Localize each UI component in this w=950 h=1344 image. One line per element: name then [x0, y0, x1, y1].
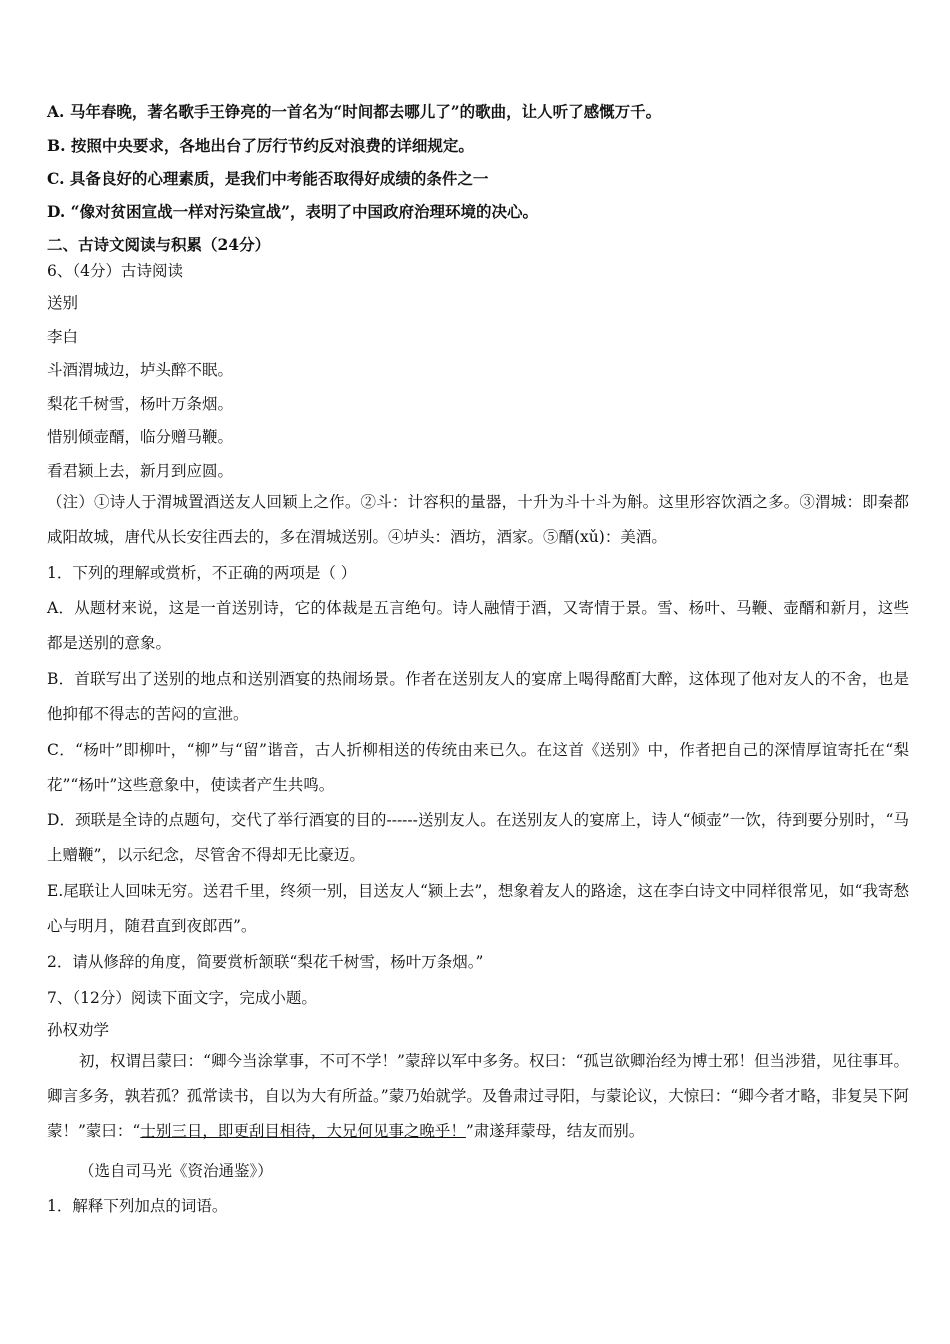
passage-text-end: ”肃遂拜蒙母，结友而别。 [465, 1122, 645, 1140]
passage-title: 孙权劝学 [47, 1021, 110, 1039]
poem-line: 惜别倾壶醑，临分赠马鞭。 [47, 428, 234, 446]
q5-option-c: C. 具备良好的心理素质，是我们中考能否取得好成绩的条件之一 [47, 169, 489, 188]
q5-option-a: A. 马年春晚，著名歌手王铮亮的一首名为“时间都去哪儿了”的歌曲，让人听了感慨万千。 [47, 102, 662, 121]
choice-e: E.尾联让人回味无穷。送君千里，终须一别，目送友人“颍上去”，想象着友人的路途，这在李白诗文中同样很常见，如“我寄愁心与明月，随君直到夜郎西”。 [47, 882, 909, 935]
q5-option-b: B. 按照中央要求，各地出台了厉行节约反对浪费的详细规定。 [47, 136, 474, 155]
passage-text-start: 初，权谓吕蒙曰：“卿今当涂掌事，不可不学！”蒙辞以军中多务。权曰：“孤岂欲卿治经为博士邪！但当涉猎，见往事耳。卿言多务，孰若孤？孤常读书，自以为大有所益。”蒙乃始就学。及鲁肃过寻阳，与蒙论议，大惊曰：“卿今者才略，非复吴下阿蒙！”蒙曰：“ [47, 1052, 909, 1140]
q6-sub2: 2．请从修辞的角度，简要赏析颔联“梨花千树雪，杨叶万条烟。” [47, 953, 484, 971]
choice-b: B．首联写出了送别的地点和送别酒宴的热闹场景。作者在送别友人的宴席上喝得酩酊大醉，这体现了他对友人的不舍，也是他抑郁不得志的苦闷的宣泄。 [47, 670, 909, 723]
q6-header: 6、（4分）古诗阅读 [47, 262, 183, 280]
choice-a: A．从题材来说，这是一首送别诗，它的体裁是五言绝句。诗人融情于酒，又寄情于景。雪、杨叶、马鞭、壶醑和新月，这些都是送别的意象。 [47, 599, 909, 652]
underlined-sentence: 士别三日，即更刮目相待，大兄何见事之晚乎！ [140, 1122, 466, 1140]
choice-c: C．“杨叶”即柳叶，“柳”与“留”谐音，古人折柳相送的传统由来已久。在这首《送别》中，作者把自己的深情厚谊寄托在“梨花”“杨叶”这些意象中，使读者产生共鸣。 [47, 741, 909, 794]
passage-source: （选自司马光《资治通鉴》） [79, 1162, 273, 1180]
q7-header: 7、（12分）阅读下面文字，完成小题。 [47, 989, 317, 1007]
poem-line: 看君颍上去，新月到应圆。 [47, 462, 234, 480]
q5-option-d: D. “像对贫困宣战一样对污染宣战”，表明了中国政府治理环境的决心。 [47, 202, 539, 221]
q6-sub1: 1．下列的理解或赏析，不正确的两项是（ ） [47, 564, 357, 582]
section-heading: 二、古诗文阅读与积累（24分） [47, 235, 271, 254]
q7-sub1: 1．解释下列加点的词语。 [47, 1197, 228, 1215]
passage-text [47, 1044, 909, 1149]
poem-author: 李白 [47, 328, 79, 346]
poem-line: 斗酒渭城边，垆头醉不眠。 [47, 361, 234, 379]
choice-d: D．颈联是全诗的点题句，交代了举行酒宴的目的------送别友人。在送别友人的宴席上，诗人“倾壶”一饮，待到要分别时，“马上赠鞭”，以示纪念，尽管舍不得却无比豪迈。 [47, 811, 909, 864]
poem-note: （注）①诗人于渭城置酒送友人回颖上之作。②斗：计容积的量器，十升为斗十斗为斛。这里形容饮酒之多。③渭城：即秦都咸阳故城，唐代从长安往西去的，多在渭城送别。④垆头：酒坊，酒家。⑤醑(xǔ)：美酒。 [47, 493, 909, 546]
poem-title: 送别 [47, 294, 79, 312]
poem-line: 梨花千树雪，杨叶万条烟。 [47, 395, 234, 413]
